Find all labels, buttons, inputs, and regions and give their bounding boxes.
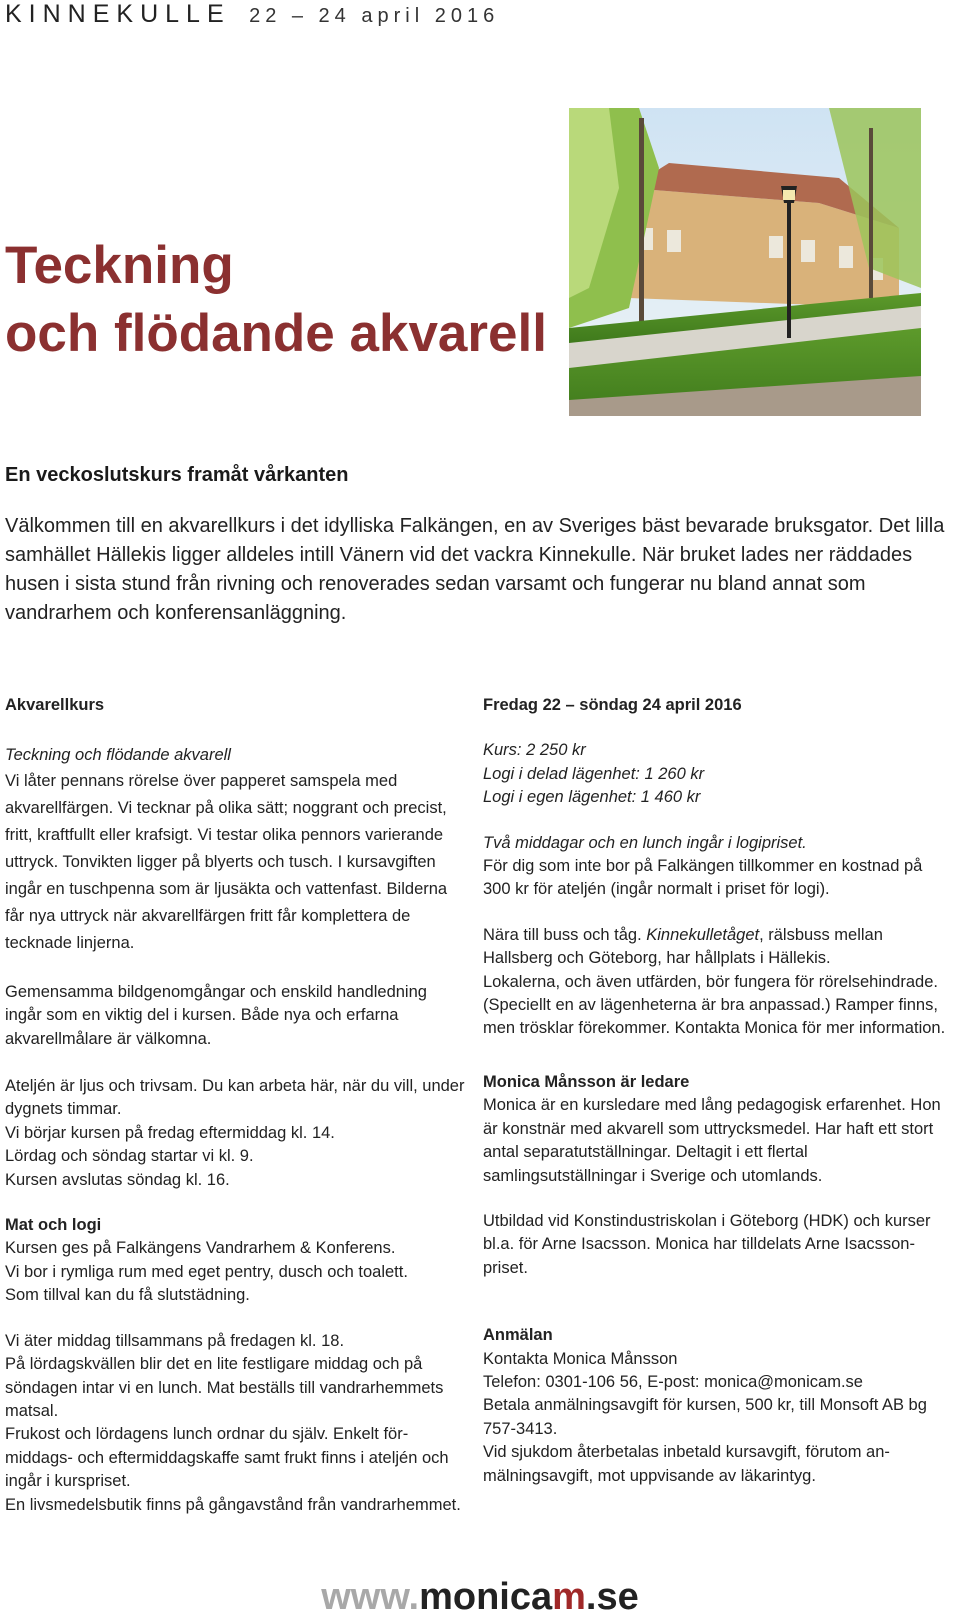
title-line-1: Teckning bbox=[5, 236, 234, 295]
schedule-block bbox=[5, 1075, 465, 1192]
dinner-line-3: Frukost och lördagens lunch ordnar du själv. Enkelt förmiddags- och eftermiddagskaffe samt frukt finns i ateljén och ingår i kurspriset. bbox=[5, 1425, 449, 1491]
subtitle: En veckoslutskurs framåt vårkanten bbox=[5, 464, 349, 486]
intro-paragraph: Välkommen till en akvarellkurs i det idylliska Falkängen, en av Sveriges bäst bevarade bruksgator. Det lilla samhället Hällekis ligger alldeles intill Vänern vid det vackra Kinnekulle. När bruket lades ner räddades husen i sista stund från rivning och renoverades sedan varsamt och fungerar nu bland annat som vandrarhem och konferensanläggning. bbox=[5, 515, 945, 624]
course-description: Vi låter pennans rörelse över papperet samspela med akvarellfärgen. Vi tecknar på olika sätt; noggrant och precist, fritt, kraftfullt eller krafsigt. Vi testar olika pennors varierande uttryck. Tonvikten ligger på blyerts och tusch. I kursavgiften ingår en tuschpenna som är ljusäkta och vattenfast. Bilderna får nya uttryck när akvarellfärgen fritt får komplettera de tecknade linjerna. bbox=[5, 771, 448, 952]
dinner-line-1: Vi äter middag tillsammans på fredagen kl. 18. bbox=[5, 1331, 345, 1350]
left-column bbox=[5, 694, 465, 1517]
house-photo bbox=[569, 108, 921, 416]
header-place: KINNEKULLE bbox=[5, 0, 231, 28]
header-dates: 22 – 24 april 2016 bbox=[249, 5, 500, 27]
house-photo-icon bbox=[569, 108, 921, 416]
signup-heading: Anmälan bbox=[483, 1326, 553, 1345]
signup-contact: Kontakta Monica Månsson bbox=[483, 1349, 678, 1368]
left-heading: Akvarellkurs bbox=[5, 696, 105, 714]
footer-www: www. bbox=[321, 1576, 420, 1618]
travel-post: , rälsbuss mellan Hallsberg och Göteborg, har hållplats i Hällekis. bbox=[483, 925, 883, 968]
footer-se: .se bbox=[585, 1576, 639, 1618]
dinner-line-2: På lördagskvällen blir det en lite festligare middag och på söndagen intar vi en lunch. Mat beställs till vandrarhemmets matsal. bbox=[5, 1355, 444, 1420]
signup-payment: Betala anmälningsavgift för kursen, 500 kr, till Monsoft AB bg 757-3413. bbox=[483, 1396, 927, 1438]
price-course: Kurs: 2 250 kr bbox=[483, 741, 586, 760]
meals-included: Två middagar och en lunch ingår i logipriset. bbox=[483, 833, 807, 852]
food-line-3: Som tillval kan du få slutstädning. bbox=[5, 1286, 250, 1305]
right-column bbox=[483, 694, 953, 1488]
atelje-cost: För dig som inte bor på Falkängen tillkommer en kostnad på 300 kr för ateljén (ingår normalt i priset för logi). bbox=[483, 857, 923, 899]
travel-info bbox=[483, 924, 953, 971]
title-line-2: och flödande akvarell bbox=[5, 304, 547, 363]
travel-train: Kinnekulletåget bbox=[646, 925, 760, 944]
footer-monica: monica bbox=[419, 1576, 553, 1618]
footer-m: m bbox=[552, 1576, 586, 1618]
food-line-2: Vi bor i rymliga rum med eget pentry, dusch och toalett. bbox=[5, 1262, 408, 1281]
end-time: Kursen avslutas söndag kl. 16. bbox=[5, 1170, 230, 1189]
page-title bbox=[5, 232, 547, 368]
food-line-1: Kursen ges på Falkängens Vandrarhem & Konferens. bbox=[5, 1239, 396, 1258]
education-text: Utbildad vid Konstindustriskolan i Göteborg (HDK) och kurser bl.a. för Arne Isacsson. Monica har tilldelats Arne Isacsson-priset. bbox=[483, 1211, 931, 1277]
dinner-line-4: En livsmedelsbutik finns på gångavstånd från vandrarhemmet. bbox=[5, 1495, 461, 1514]
signup-block bbox=[483, 1324, 953, 1488]
price-list bbox=[483, 739, 953, 809]
price-own-apartment: Logi i egen lägenhet: 1 460 kr bbox=[483, 788, 701, 807]
accessibility-info: Lokalerna, och även utfärden, bör fungera för rörelsehindrade. (Speciellt en av lägenheterna är bra anpassad.) Ramper finns, men trösklar förekommer. Kontakta Monica för mer information. bbox=[483, 972, 946, 1038]
food-block bbox=[5, 1214, 465, 1308]
signup-refund: Vid sjukdom återbetalas inbetald kursavgift, förutom anmälningsavgift, mot uppvisande av läkarintyg. bbox=[483, 1443, 890, 1485]
leader-text: Monica är en kursledare med lång pedagogisk erfarenhet. Hon är konstnär med akvarell som uttrycksmedel. Har haft ett stort antal separatutställningar. Deltagit i ett flertal samlingsutställningar i Sverige och utomlands. bbox=[483, 1096, 941, 1185]
price-shared-apartment: Logi i delad lägenhet: 1 260 kr bbox=[483, 764, 705, 783]
food-heading: Mat och logi bbox=[5, 1216, 102, 1235]
leader-heading: Monica Månsson är ledare bbox=[483, 1072, 690, 1091]
dinner-block bbox=[5, 1330, 465, 1517]
atelje-text: Ateljén är ljus och trivsam. Du kan arbeta här, när du vill, under dygnets timmar. bbox=[5, 1077, 465, 1119]
right-heading: Fredag 22 – söndag 24 april 2016 bbox=[483, 696, 742, 714]
saturday-time: Lördag och söndag startar vi kl. 9. bbox=[5, 1147, 254, 1166]
review-paragraph: Gemensamma bildgenomgångar och enskild handledning ingår som en viktig del i kursen. Både nya och erfarna akvarellmålare är välkomna. bbox=[5, 982, 427, 1048]
page-header bbox=[5, 0, 499, 29]
signup-phone: Telefon: 0301-106 56, E-post: monica@monicam.se bbox=[483, 1372, 863, 1391]
start-time: Vi börjar kursen på fredag eftermiddag kl. 14. bbox=[5, 1123, 335, 1142]
course-title: Teckning och flödande akvarell bbox=[5, 746, 231, 765]
travel-pre: Nära till buss och tåg. bbox=[483, 925, 647, 944]
